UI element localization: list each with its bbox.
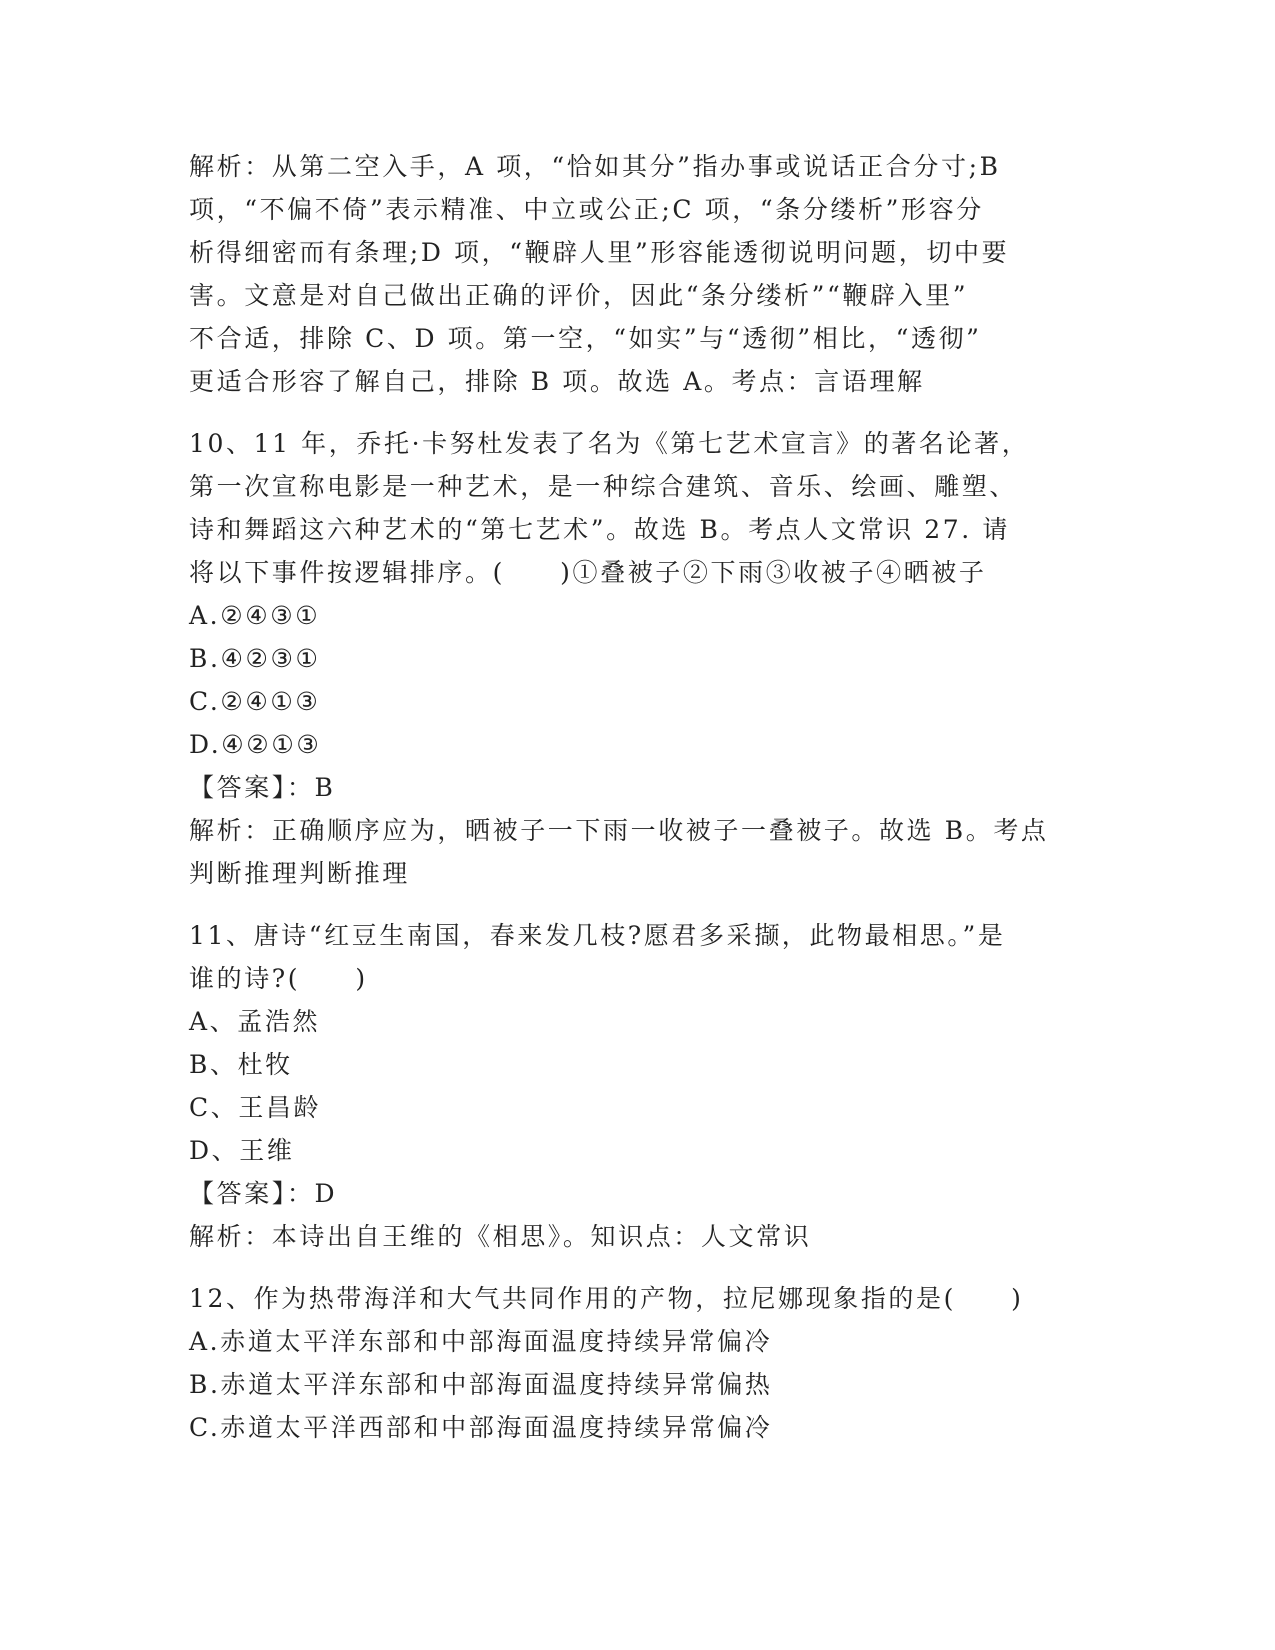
question-text: 10、11 年，乔托·卡努杜发表了名为《第七艺术宣言》的著名论著， — [189, 429, 1030, 458]
option-c: C、王昌龄 — [189, 1093, 322, 1122]
option-a: A、孟浩然 — [189, 1007, 321, 1036]
analysis-text: 解析：本诗出自王维的《相思》。知识点：人文常识 — [189, 1222, 812, 1251]
answer-line: 【答案】：B — [189, 773, 336, 802]
question-text: 谁的诗?( ) — [189, 964, 368, 993]
text-line: 解析：从第二空入手，A 项，“恰如其分”指办事或说话正合分寸;B — [189, 152, 1001, 181]
option-c: C.②④①③ — [189, 687, 321, 716]
question-12 — [189, 1277, 1089, 1449]
option-a: A.②④③① — [189, 601, 321, 630]
analysis-text: 判断推理判断推理 — [189, 859, 410, 888]
option-b: B.④②③① — [189, 644, 321, 673]
text-line: 项，“不偏不倚”表示精准、中立或公正;C 项，“条分缕析”形容分 — [189, 195, 984, 224]
text-line: 不合适，排除 C、D 项。第一空，“如实”与“透彻”相比，“透彻” — [189, 324, 982, 353]
question-text: 12、作为热带海洋和大气共同作用的产物，拉尼娜现象指的是( ) — [189, 1284, 1024, 1313]
text-line: 析得细密而有条理;D 项，“鞭辟人里”形容能透彻说明问题，切中要 — [189, 238, 1010, 267]
page-content — [189, 145, 1089, 1449]
analysis-section — [189, 145, 1089, 403]
section-gap — [189, 1258, 1089, 1277]
option-d: D、王维 — [189, 1136, 295, 1165]
section-gap — [189, 403, 1089, 422]
question-text: 诗和舞蹈这六种艺术的“第七艺术”。故选 B。考点人文常识 27. 请 — [189, 515, 1010, 544]
analysis-text: 解析：正确顺序应为，晒被子一下雨一收被子一叠被子。故选 B。考点 — [189, 816, 1049, 845]
option-c: C.赤道太平洋西部和中部海面温度持续异常偏冷 — [189, 1413, 773, 1442]
option-b: B.赤道太平洋东部和中部海面温度持续异常偏热 — [189, 1370, 773, 1399]
text-line: 害。文意是对自己做出正确的评价，因此“条分缕析”“鞭辟入里” — [189, 281, 969, 310]
option-a: A.赤道太平洋东部和中部海面温度持续异常偏冷 — [189, 1327, 773, 1356]
question-text: 11、唐诗“红豆生南国，春来发几枝?愿君多采撷，此物最相思。”是 — [189, 921, 1006, 950]
answer-line: 【答案】：D — [189, 1179, 338, 1208]
question-10 — [189, 422, 1089, 895]
option-d: D.④②①③ — [189, 730, 322, 759]
section-gap — [189, 895, 1089, 914]
text-line: 更适合形容了解自己，排除 B 项。故选 A。考点：言语理解 — [189, 367, 925, 396]
question-11 — [189, 914, 1089, 1258]
option-b: B、杜牧 — [189, 1050, 293, 1079]
question-text: 将以下事件按逻辑排序。( )①叠被子②下雨③收被子④晒被子 — [189, 558, 987, 587]
question-text: 第一次宣称电影是一种艺术，是一种综合建筑、音乐、绘画、雕塑、 — [189, 472, 1018, 501]
